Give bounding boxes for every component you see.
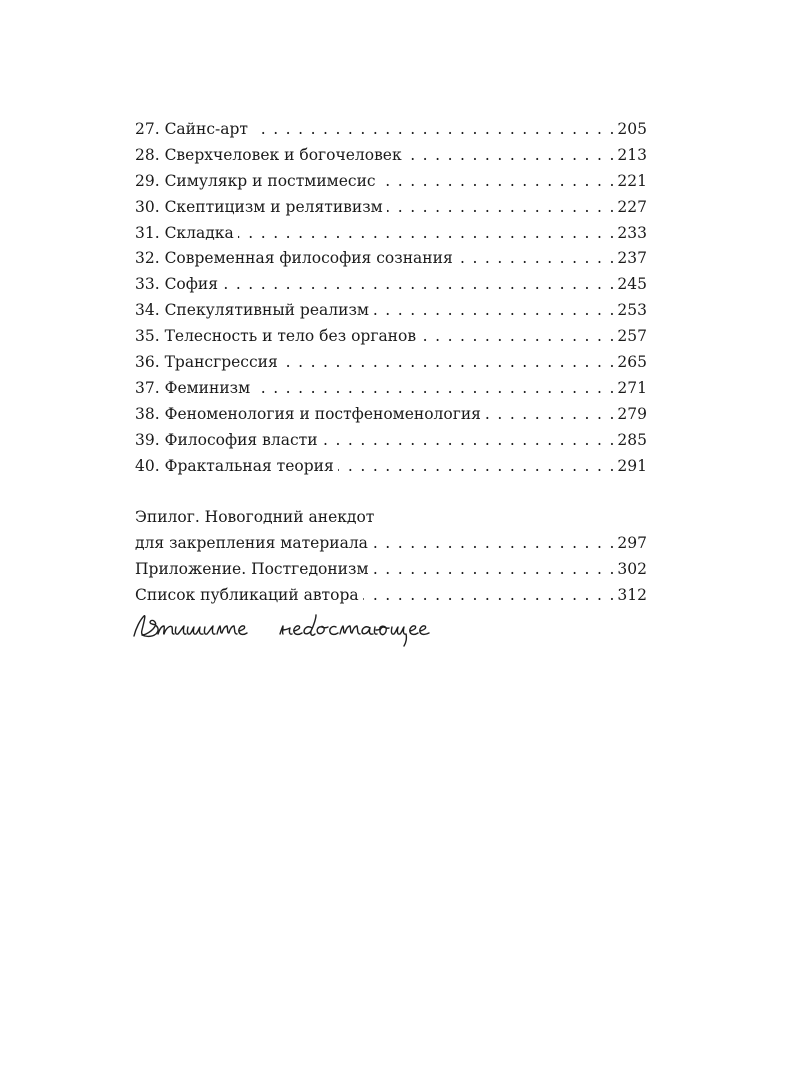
toc-entry [135, 324, 647, 350]
toc-entry-page: 237 [617, 249, 647, 268]
toc-entry-page: 253 [617, 301, 647, 320]
toc-leader-dots [406, 143, 615, 169]
toc-entry-page: 271 [617, 378, 647, 397]
toc-leader-dots [420, 324, 614, 350]
toc-entry [135, 246, 647, 272]
toc-leader-dots [222, 272, 614, 298]
epilogue-title-line: Эпилог. Новогодний анекдот [135, 508, 375, 527]
toc-entry-page: 257 [617, 327, 647, 346]
toc-leader-dots [373, 298, 614, 324]
toc-leader-dots [282, 350, 615, 376]
toc-entry-title: 33. София [135, 275, 219, 294]
toc-entry-title: 37. Феминизм [135, 378, 251, 397]
toc-entry-title: 28. Сверхчеловек и богочеловек [135, 145, 402, 164]
toc-leader-dots [322, 428, 615, 454]
section-gap [135, 479, 647, 505]
toc-leader-dots [457, 246, 615, 272]
toc-entry [135, 454, 647, 480]
toc-leader-dots [373, 557, 615, 583]
toc-leader-dots [238, 221, 615, 247]
table-of-contents [135, 117, 647, 609]
toc-leader-dots [485, 402, 614, 428]
toc-entry-title: Список публикаций автора [135, 586, 359, 605]
toc-entry-page: 312 [617, 586, 647, 605]
toc-entry-page: 227 [617, 197, 647, 216]
toc-leader-dots [254, 376, 614, 402]
toc-entry-page: 233 [617, 223, 647, 242]
toc-entry [135, 428, 647, 454]
toc-entry-title: 31. Складка [135, 223, 234, 242]
toc-entry-title: для закрепления материала [135, 534, 368, 553]
toc-entry-page: 221 [617, 171, 647, 190]
toc-entry [135, 169, 647, 195]
toc-entry-title: 40. Фрактальная теория [135, 456, 334, 475]
handwritten-script-drawing [130, 606, 490, 652]
toc-entry-page: 213 [617, 145, 647, 164]
toc-entry-page: 297 [617, 534, 647, 553]
toc-leader-dots [380, 169, 615, 195]
toc-entry-title: 32. Современная философия сознания [135, 249, 453, 268]
toc-entries [135, 117, 647, 479]
handwritten-note [130, 606, 490, 652]
toc-entry [135, 298, 647, 324]
toc-entry-title: 38. Феноменология и постфеноменология [135, 404, 481, 423]
toc-entry-page: 302 [617, 560, 647, 579]
toc-leader-dots [252, 117, 614, 143]
toc-entry-page: 265 [617, 353, 647, 372]
toc-entry-page: 279 [617, 404, 647, 423]
toc-entry-title: 34. Спекулятивный реализм [135, 301, 369, 320]
toc-back-matter [135, 505, 647, 609]
toc-entry-page: 205 [617, 120, 647, 138]
toc-entry [135, 272, 647, 298]
toc-entry [135, 350, 647, 376]
toc-entry-title: 30. Скептицизм и релятивизм [135, 197, 383, 216]
toc-entry [135, 402, 647, 428]
toc-entry-title: 29. Симулякр и постмимесис [135, 171, 376, 190]
toc-entry-title: 27. Сайнс-арт [135, 120, 248, 138]
toc-leader-dots [387, 195, 615, 221]
toc-entry [135, 221, 647, 247]
toc-entry [135, 195, 647, 221]
toc-entry [135, 531, 647, 557]
toc-entry-page: 285 [617, 430, 647, 449]
toc-entry-title: 36. Трансгрессия [135, 353, 278, 372]
toc-entry-title: Приложение. Постгедонизм [135, 560, 369, 579]
toc-entry-title: 39. Философия власти [135, 430, 318, 449]
toc-entry [135, 557, 647, 583]
toc-entry-page: 245 [617, 275, 647, 294]
toc-entry-page: 291 [617, 456, 647, 475]
toc-entry [135, 117, 647, 143]
toc-entry [135, 143, 647, 169]
toc-entry [135, 376, 647, 402]
toc-entry-title: 35. Телесность и тело без органов [135, 327, 417, 346]
toc-leader-dots [338, 454, 615, 480]
toc-leader-dots [372, 531, 614, 557]
